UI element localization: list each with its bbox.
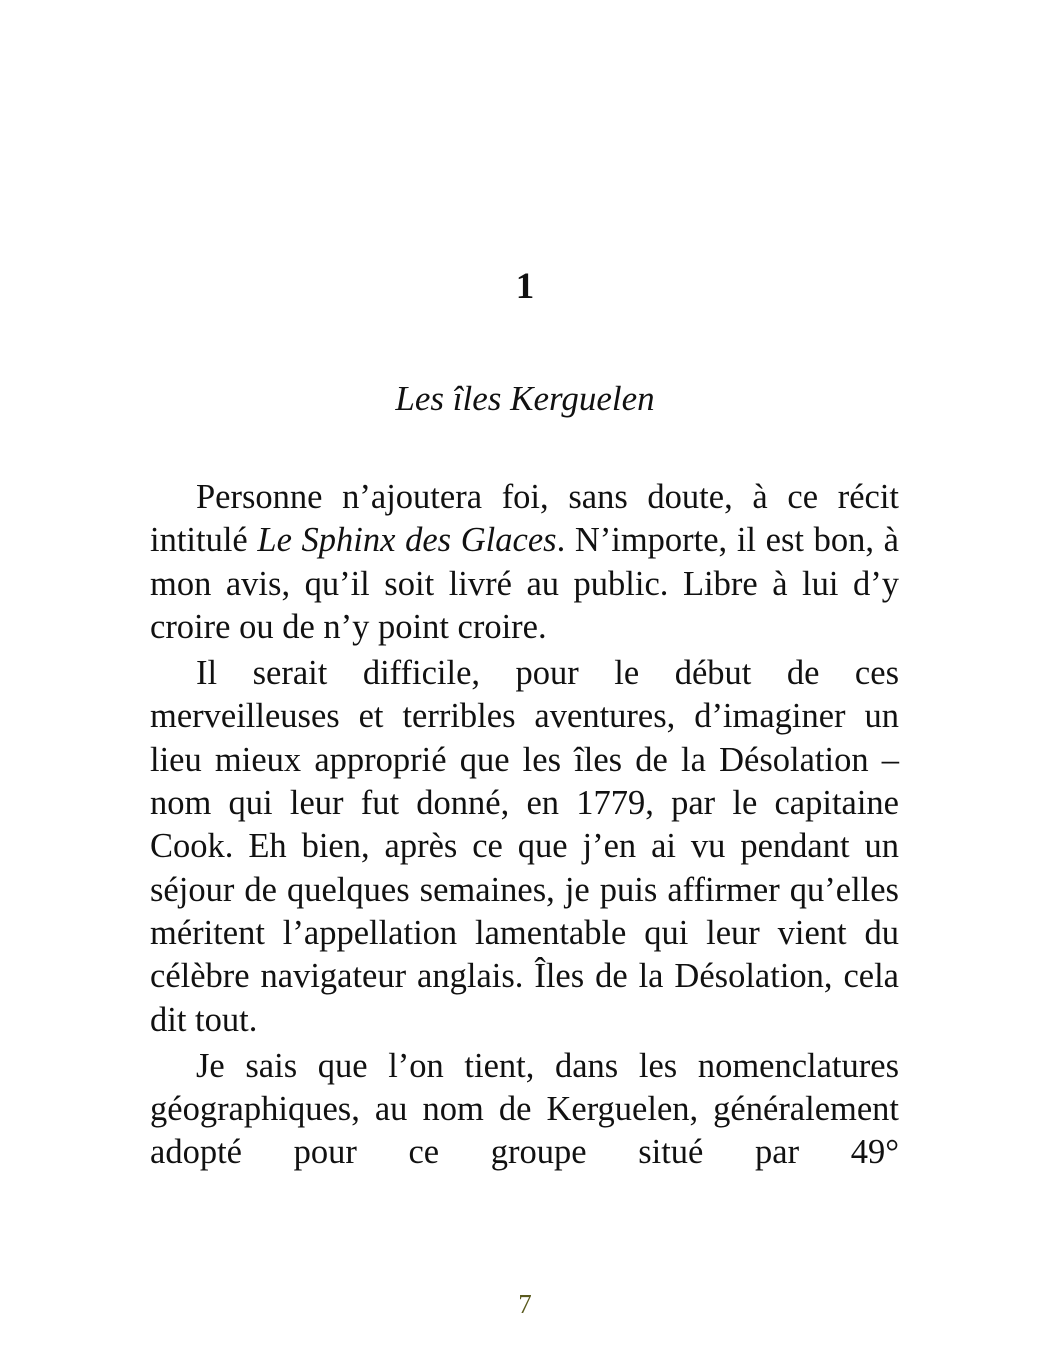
chapter-body (150, 476, 899, 1178)
book-title-italic: Le Sphinx des Glaces (257, 521, 557, 560)
chapter-title: Les îles Kerguelen (395, 379, 655, 418)
chapter-number: 1 (515, 266, 535, 307)
paragraph-1 (150, 476, 899, 649)
paragraph-1-text-before: Personne n’ajoutera foi, sans doute, à ce récit intitulé (150, 478, 899, 560)
paragraph-1-text-after: . N’importe, il est bon, à mon avis, qu’il soit livré au public. Libre à lui d’y croire ou de n’y point croire. (150, 521, 899, 646)
paragraph-2: Il serait difficile, pour le début de ces merveilleuses et terribles aventures, d’imaginer un lieu mieux approprié que les îles de la Désolation – nom qui leur fut donné, en 1779, par le capitaine Cook. Eh bien, après ce que j’en ai vu pendant un séjour de quelques semaines, je puis affirmer qu’elles méritent l’appellation lamentable qui leur vient du célèbre navigateur anglais. Îles de la Désolation, cela dit tout. (150, 654, 899, 1039)
page-number: 7 (518, 1289, 532, 1319)
paragraph-3: Je sais que l’on tient, dans les nomenclatures géographiques, au nom de Kerguelen, généralement adopté pour ce groupe situé par 49° (150, 1046, 899, 1172)
